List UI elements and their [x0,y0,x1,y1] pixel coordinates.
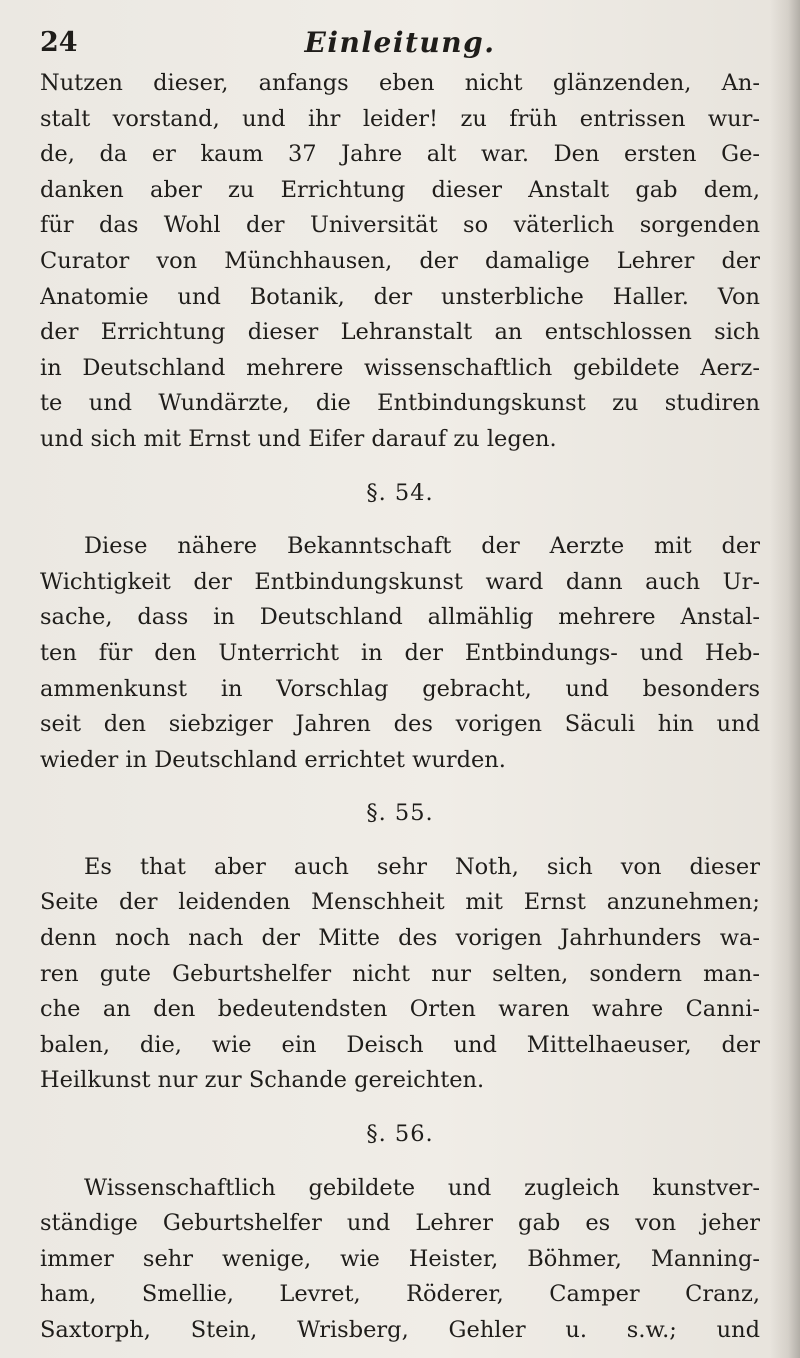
text-line: te und Wundärzte, die Entbindungskunst zu studiren [40,390,760,417]
text-line: Saxtorph, Stein, Wrisberg, Gehler u. s.w.; und [40,1317,760,1343]
text-line: der Errichtung dieser Lehranstalt an entschlossen sich [40,319,760,346]
section-55-text [40,850,760,1099]
text-line: Seite der leidenden Menschheit mit Ernst anzunehmen; [40,889,760,916]
page-header [40,18,760,68]
text-line: Nutzen dieser, anfangs eben nicht glänzenden, An- [40,70,760,96]
section-heading-54: §. 54. [366,479,434,506]
text-line: Wissenschaftlich gebildete und zugleich kunstver- [84,1174,760,1201]
text-line: in Deutschland mehrere wissenschaftlich gebildete Aerz- [40,354,760,381]
text-line: balen, die, wie ein Deisch und Mittelhaeuser, der [40,1031,760,1058]
section-54-text [40,529,760,778]
text-line: denn noch nach der Mitte des vorigen Jahrhunders wa- [40,925,760,952]
text-line: Wichtigkeit der Entbindungskunst ward dann auch Ur- [40,568,760,595]
text-line: ham, Smellie, Levret, Röderer, Camper Cranz, [40,1281,760,1308]
text-line: che an den bedeutendsten Orten waren wahre Canni- [40,996,760,1023]
section-56-text [40,1171,760,1349]
text-line: ren gute Geburtshelfer nicht nur selten, sondern man- [40,960,760,987]
text-line: immer sehr wenige, wie Heister, Böhmer, Manning- [40,1245,760,1272]
text-line: stalt vorstand, und ihr leider! zu früh entrissen wur- [40,105,760,132]
text-line: danken aber zu Errichtung dieser Anstalt gab dem, [40,176,760,203]
text-line: seit den siebziger Jahren des vorigen Säculi hin und [40,711,760,738]
text-line: ammenkunst in Vorschlag gebracht, und besonders [40,675,760,702]
paragraph-continuation [40,66,760,458]
text-line: Diese nähere Bekanntschaft der Aerzte mit der [84,533,760,560]
page-number: 24 [40,27,78,58]
text-line: Heilkunst nur zur Schande gereichten. [40,1067,485,1094]
text-line: ständige Geburtshelfer und Lehrer gab es von jeher [40,1210,760,1237]
page-body [40,66,760,1349]
text-line: de, da er kaum 37 Jahre alt war. Den ersten Ge- [40,141,760,168]
text-line: für das Wohl der Universität so väterlich sorgenden [40,212,760,239]
text-line: ten für den Unterricht in der Entbindungs- und Heb- [40,639,760,666]
text-line: sache, dass in Deutschland allmählig mehrere Anstal- [40,604,760,631]
section-heading-56: §. 56. [366,1121,434,1148]
text-line: Curator von Münchhausen, der damalige Lehrer der [40,247,760,274]
text-line: Es that aber auch sehr Noth, sich von dieser [84,853,760,880]
section-heading-55: §. 55. [366,800,434,827]
text-line: wieder in Deutschland errichtet wurden. [40,746,506,773]
text-line: und sich mit Ernst und Eifer darauf zu legen. [40,425,557,452]
page-edge-shadow [770,0,800,1358]
text-line: Anatomie und Botanik, der unsterbliche Haller. Von [40,283,760,310]
running-title: Einleitung. [304,26,496,59]
